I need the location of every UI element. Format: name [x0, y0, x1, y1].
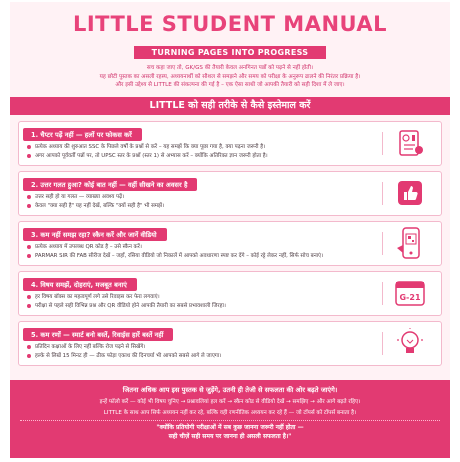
quote-line: "क्योंकि प्रतियोगी परीक्षाओं में सब कुछ जानना जरूरी नहीं होता — — [156, 424, 304, 431]
bullet-icon — [27, 204, 31, 208]
divider — [382, 282, 383, 305]
section-heading: 4. विषय समझें, दोहराएं, मजबूत बनाएं — [23, 278, 137, 291]
section-point: केवल "क्या सही है" यह नहीं देखें, बल्कि "क्यों सही है" भी समझें। — [27, 203, 371, 211]
sections-list — [10, 115, 450, 366]
bulb-icon — [389, 326, 431, 360]
section-points — [19, 144, 441, 161]
section-point: प्रत्येक अध्याय की शुरुआत SSC के पिछले वर्षों के प्रश्नों से करें – यह समझें कि क्या पूछा गया है, क्या पढ़ना जरूरी है। — [27, 144, 371, 152]
bullet-icon — [27, 304, 31, 308]
section-point: PARMAR SIR की FAB सीरीज देखें – जहाँ, रसिया वीडियो जो निकालें में आपको अवधारणा स्पष्ट कर देंगे – कोई रट्टे लेकर नहीं, सिर्फ सोच बनाएं। — [27, 253, 371, 261]
page-subtitle: TURNING PAGES INTO PROGRESS — [134, 46, 327, 59]
bullet-icon — [27, 295, 31, 299]
section-heading: 3. कम नहीं समझ रहा? स्कैन करें और जानें वीडियो — [23, 228, 167, 241]
section-point: प्रतिदिन कक्षाओं के लिए नहीं बल्कि रोज पढ़ने से सिखेंगे। — [27, 344, 371, 352]
how-to-use-banner: LITTLE को सही तरीके से कैसे इस्तेमाल करें — [10, 97, 450, 115]
page-title: LITTLE STUDENT MANUAL — [72, 12, 388, 36]
document-chart-icon — [389, 126, 431, 160]
section-points — [19, 194, 441, 211]
footer-line: इन्हें फॉलो करें — कोई भी विषय चुनिए → प्रश्नावलियां हल करें → स्कैन कोड से वीडियो देखें → समझिए → और आगे बढ़ते रहिए। — [99, 399, 361, 405]
section-3 — [18, 221, 442, 266]
footer-panel — [10, 380, 450, 458]
section-points — [19, 244, 441, 261]
section-point: उत्तर सही हो या गलत — व्याख्या अवश्य पढ़ें। — [27, 194, 371, 202]
section-5 — [18, 321, 442, 366]
section-point: प्रत्येक अध्याय में उपलब्ध QR कोड है – उसे स्कैन करें। — [27, 244, 371, 252]
divider — [382, 232, 383, 255]
footer-line: LITTLE के साथ आप सिर्फ अध्ययन नहीं कर रहे, बल्कि वही रणनीतिक अध्ययन कर रहे हैं — जो टॉपर्स को टॉपर्स बनाता है। — [103, 410, 357, 416]
section-points — [19, 344, 441, 361]
section-4 — [18, 271, 442, 316]
bullet-icon — [27, 245, 31, 249]
bullet-icon — [27, 145, 31, 149]
section-2 — [18, 171, 442, 216]
bullet-icon — [27, 154, 31, 158]
section-heading: 5. कम रणों — स्मार्ट बनो बस्तें, रिवाईस हारें बस्तें नहीं — [23, 328, 173, 341]
bullet-icon — [27, 345, 31, 349]
calendar-21-icon — [389, 276, 431, 310]
intro-line: सच कहा जाए तो, GK/GS की तैयारी केवल अनगिनत पन्नों को पढ़ने से नहीं होती। — [146, 65, 314, 71]
intro-line: यह छोटी पुस्तक का असली रहस्य, अध्ययनार्थी को सौशल से समझने और समय को परीक्षा के अनुरूप ढालने की निरंतर प्रक्रिया है। — [99, 73, 361, 80]
section-heading: 1. चैप्टर पढ़ें नहीं — हलों पर फोकस करें — [23, 128, 142, 141]
section-point: हर विषय बॉक्स का महत्वपूर्ण लगे उसे रिवाइस कर फेरा लगवाएं। — [27, 294, 371, 302]
quote-line: सही चीज़ें सही समय पर जानना ही असली सफलता है।" — [168, 433, 292, 440]
divider — [382, 132, 383, 155]
bullet-icon — [27, 195, 31, 199]
footer-line: जितना अधिक आप इस पुस्तक से जुड़ेंगे, उतनी ही तेजी से सफलता की ओर बढ़ते जाएंगे। — [122, 386, 338, 394]
bullet-icon — [27, 254, 31, 258]
intro-text — [28, 64, 432, 90]
divider — [382, 332, 383, 355]
section-point: अगर आपको पूर्ववर्ती पन्नों पर, तो UPSC स्तर के प्रश्नों (स्तर 1) से अभ्यास करें – क्योंकि अतिरिक्त ज्ञान जरूरी होता है। — [27, 153, 371, 161]
section-1 — [18, 121, 442, 166]
section-point: परीक्षा से पहले सही विभिन्न प्रश्न और QR वीडियो होने आपकी तैयारी का सबसे प्रभावशाली जिरहा। — [27, 303, 371, 311]
divider — [382, 182, 383, 205]
section-point: हल्के से लिखें 15 मिनट ही — ठीक फोड़ा एकाध की दिनचर्या भी आपको सबसे आगे ले जाएगा। — [27, 353, 371, 361]
section-points — [19, 294, 441, 311]
intro-line: और इसी उद्देश्य से LITTLE की संकल्पना की गई है – एक ऐसा साथी जो आपकी तैयारी को सही दिशा में ले जाए। — [115, 82, 345, 88]
calendar-icon-text: G-21 — [399, 293, 421, 302]
bullet-icon — [27, 354, 31, 358]
subtitle-wrap — [10, 40, 450, 59]
qr-phone-icon — [389, 226, 431, 260]
footer-quote — [20, 420, 440, 441]
section-heading: 2. उत्तर गलत हुआ? कोई बात नहीं — वहीं सीखने का अवसर है — [23, 178, 197, 191]
manual-page — [10, 2, 450, 458]
thumbs-up-icon — [389, 176, 431, 210]
